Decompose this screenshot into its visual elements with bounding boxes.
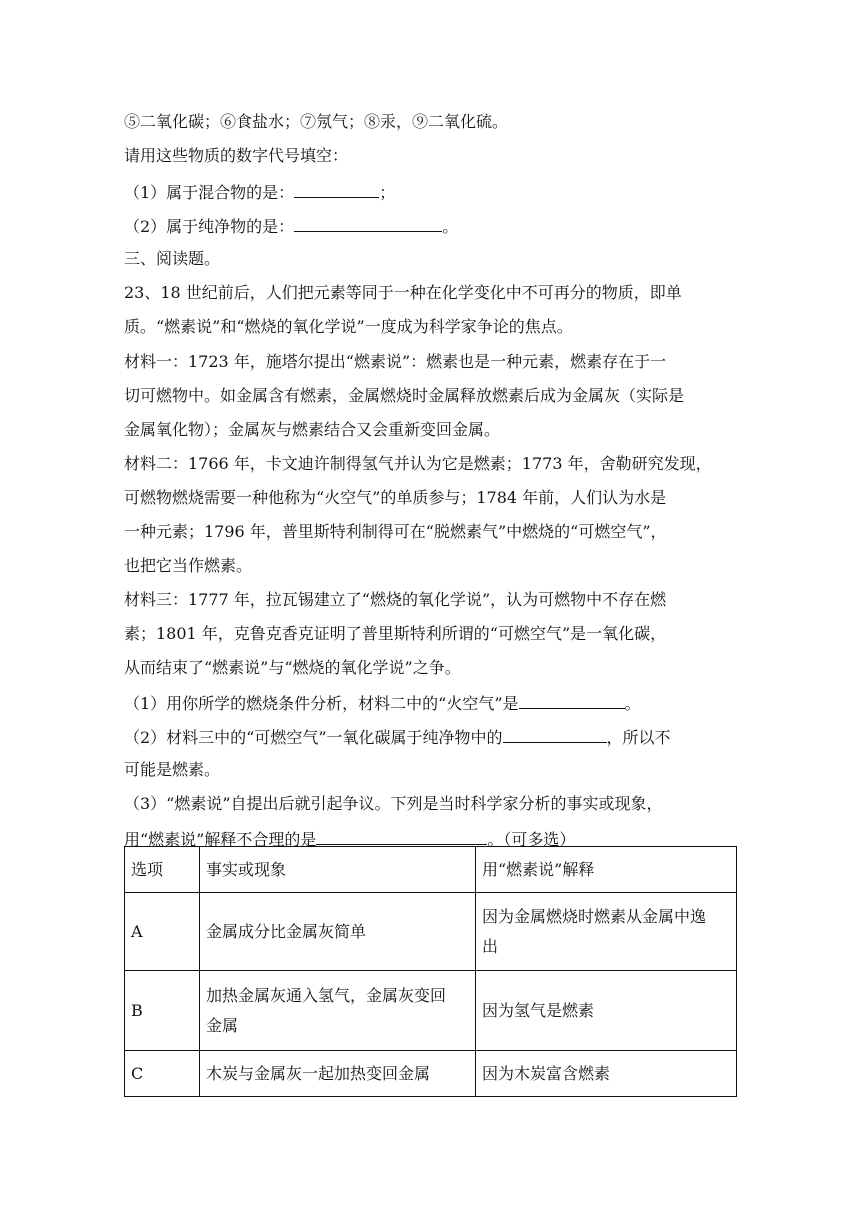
paragraph-line: 素；1801 年，克鲁克香克证明了普里斯特利所谓的“可燃空气”是一氧化碳， — [124, 624, 667, 643]
paragraph-line: 可能是燃素。 — [124, 760, 221, 779]
substance-list-line: ⑤二氧化碳；⑥食盐水；⑦氖气；⑧汞，⑨二氧化硫。 — [124, 112, 509, 131]
table-cell: 因为木炭富含燃素 — [476, 1051, 737, 1097]
punctuation: 。 — [442, 217, 459, 236]
subquestion-3: （3）“燃素说”自提出后就引起争议。下列是当时科学家分析的事实或现象， — [124, 794, 663, 813]
paragraph-line: 金属氧化物）；金属灰与燃素结合又会重新变回金属。 — [124, 420, 501, 439]
paragraph-line: 切可燃物中。如金属含有燃素，金属燃烧时金属释放燃素后成为金属灰（实际是 — [124, 386, 685, 405]
cell-text-line: 金属 — [206, 1015, 239, 1035]
punctuation: ； — [379, 183, 396, 202]
table-cell: 金属成分比金属灰简单 — [200, 893, 476, 971]
cell-text-line: 出 — [482, 936, 499, 956]
answer-blank[interactable] — [316, 828, 487, 845]
paragraph-line: 一种元素；1796 年，普里斯特利制得可在“脱燃素气”中燃烧的“可燃空气”， — [124, 522, 667, 541]
paragraph-line: 材料三：1777 年，拉瓦锡建立了“燃烧的氧化学说”，认为可燃物中不存在燃 — [124, 590, 667, 609]
table-header: 用“燃素说”解释 — [476, 847, 737, 893]
answer-blank[interactable] — [519, 692, 625, 709]
cell-text-line: 因为金属燃烧时燃素从金属中逸 — [482, 906, 707, 926]
table-header: 事实或现象 — [200, 847, 476, 893]
table-header: 选项 — [125, 847, 200, 893]
options-table — [124, 846, 737, 1097]
question-pure — [124, 215, 458, 237]
table-cell: 木炭与金属灰一起加热变回金属 — [200, 1051, 476, 1097]
paragraph-line: 材料二：1766 年，卡文迪许制得氢气并认为它是燃素；1773 年，舍勒研究发现， — [124, 454, 712, 473]
table-header-row — [125, 847, 737, 893]
punctuation: 。 — [624, 694, 641, 713]
question-label: 。（可多选） — [487, 830, 576, 849]
paragraph-line: 从而结束了“燃素说”与“燃烧的氧化学说”之争。 — [124, 658, 461, 677]
question-label: （1）属于混合物的是： — [124, 183, 295, 202]
question-label: 用“燃素说”解释不合理的是 — [124, 830, 317, 849]
paragraph-line: 也把它当作燃素。 — [124, 556, 253, 575]
paragraph-line: 可燃物燃烧需要一种他称为“火空气”的单质参与；1784 年前，人们认为水是 — [124, 488, 667, 507]
table-cell: B — [125, 971, 200, 1051]
table-row — [125, 1051, 737, 1097]
subquestion-2 — [124, 726, 671, 748]
paragraph-line: 材料一：1723 年，施塔尔提出“燃素说”：燃素也是一种元素，燃素存在于一 — [124, 352, 667, 371]
subquestion-1 — [124, 692, 641, 714]
table-cell: 因为氢气是燃素 — [476, 971, 737, 1051]
paragraph-line: 23、18 世纪前后，人们把元素等同于一种在化学变化中不可再分的物质，即单 — [124, 283, 682, 302]
answer-blank[interactable] — [503, 726, 607, 743]
cell-text-line: 加热金属灰通入氢气，金属灰变回 — [206, 985, 447, 1005]
paragraph-line: 质。“燃素说”和“燃烧的氧化学说”一度成为科学家争论的焦点。 — [124, 317, 573, 336]
section-heading: 三、阅读题。 — [124, 249, 221, 268]
question-label: （2）材料三中的“可燃空气”一氧化碳属于纯净物中的 — [124, 728, 503, 747]
question-label: （1）用你所学的燃烧条件分析，材料二中的“火空气”是 — [124, 694, 519, 713]
table-cell: A — [125, 893, 200, 971]
question-label: ，所以不 — [606, 728, 671, 747]
answer-blank[interactable] — [294, 215, 442, 232]
table-cell — [200, 971, 476, 1051]
table-cell: C — [125, 1051, 200, 1097]
question-label: （2）属于纯净物的是： — [124, 217, 295, 236]
answer-blank[interactable] — [294, 181, 379, 198]
table-row — [125, 971, 737, 1051]
question-mixture — [124, 181, 395, 203]
table-cell — [476, 893, 737, 971]
instruction-line: 请用这些物质的数字代号填空： — [124, 146, 349, 165]
table-row — [125, 893, 737, 971]
